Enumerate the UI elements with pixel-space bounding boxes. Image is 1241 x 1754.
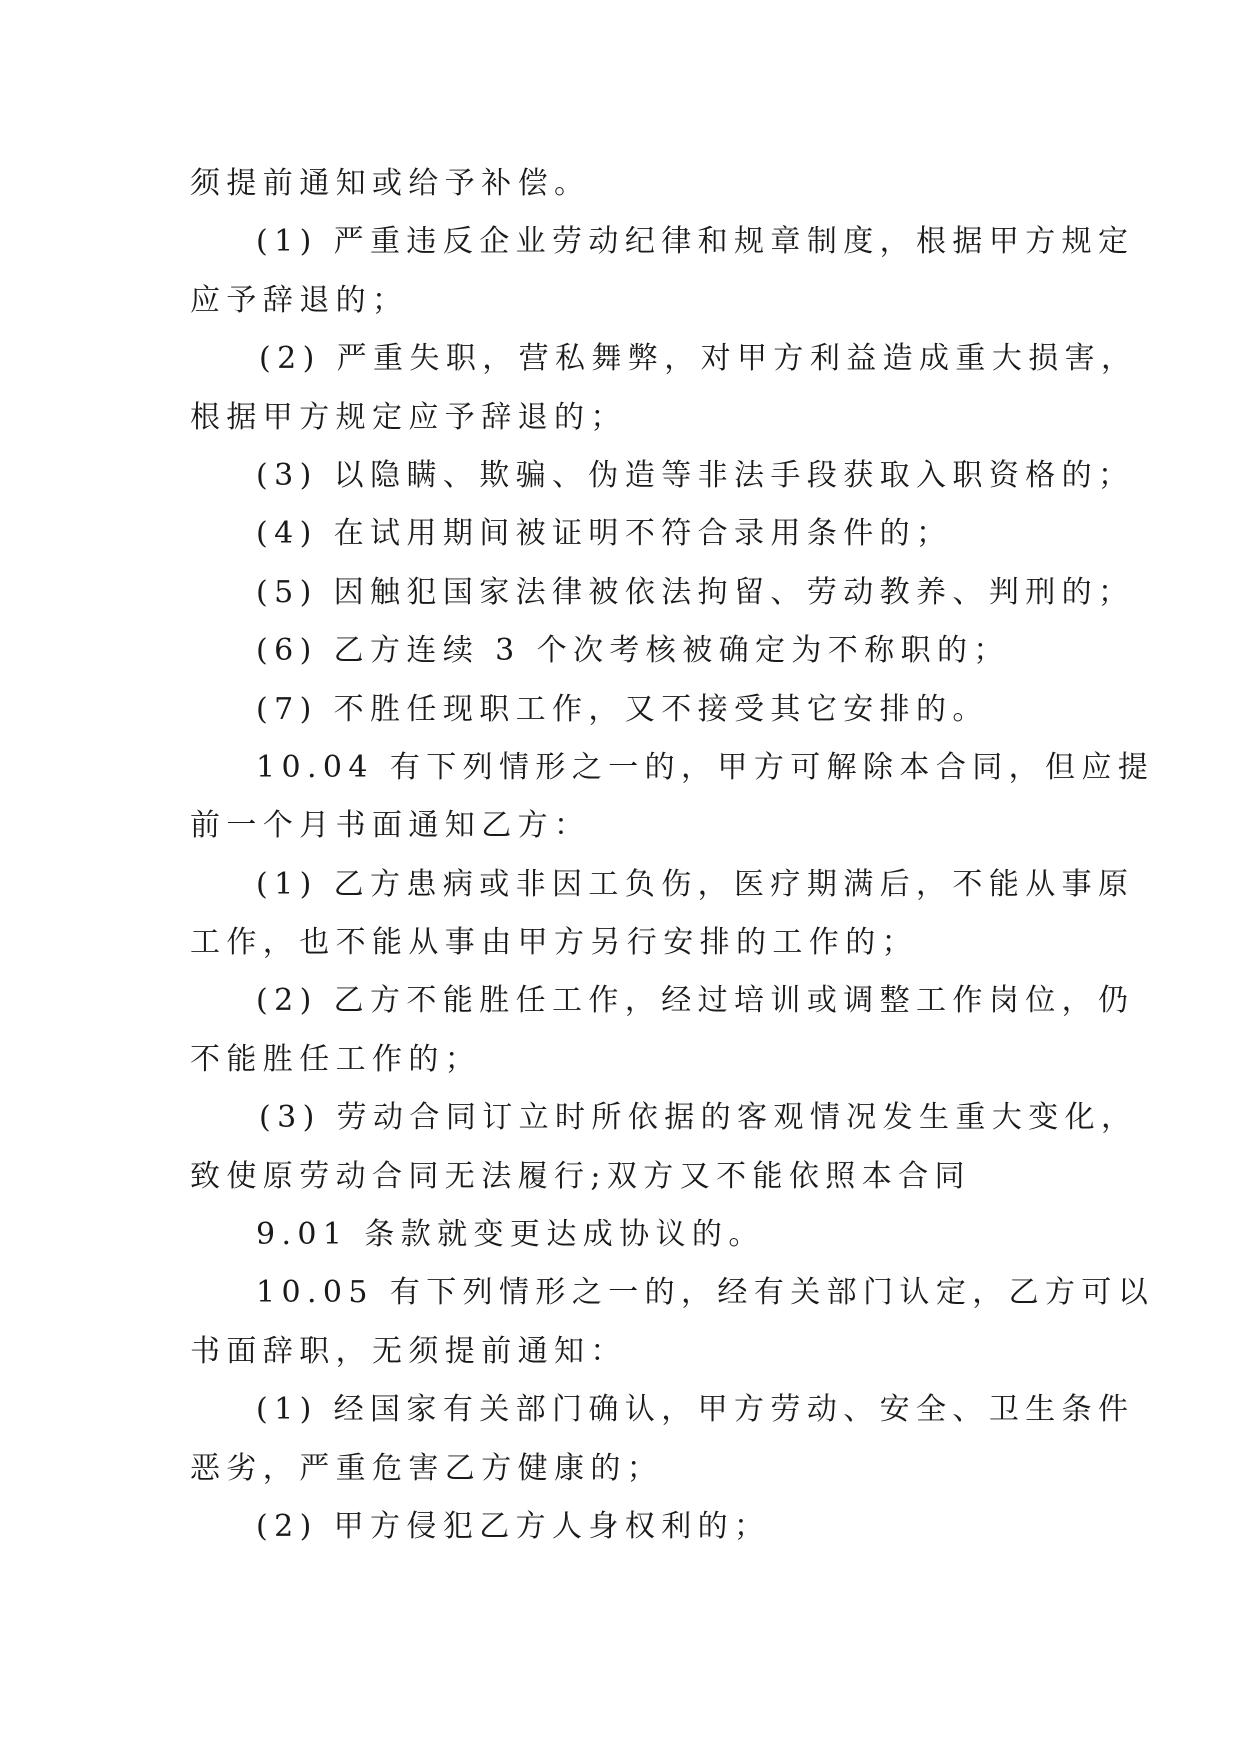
- text-line: 10.05 有下列情形之一的，经有关部门认定，乙方可以: [256, 1275, 1155, 1311]
- text-line: (4) 在试用期间被证明不符合录用条件的；: [256, 516, 953, 552]
- text-line: 致使原劳动合同无法履行;双方又不能依照本合同: [190, 1158, 971, 1194]
- text-line: (2) 严重失职，营私舞弊，对甲方利益造成重大损害，: [259, 341, 1138, 377]
- text-line: 应予辞退的；: [190, 282, 409, 318]
- text-line: (6) 乙方连续 3 个次考核被确定为不称职的；: [256, 633, 1010, 669]
- text-line: 9.01 条款就变更达成协议的。: [256, 1217, 765, 1253]
- document-body: [190, 155, 1155, 1556]
- text-line: 10.04 有下列情形之一的，甲方可解除本合同，但应提: [256, 749, 1155, 785]
- text-line: 工作，也不能从事由甲方另行安排的工作的；: [190, 925, 918, 961]
- text-line: 前一个月书面通知乙方：: [190, 808, 591, 844]
- text-line: (5) 因触犯国家法律被依法拘留、劳动教养、判刑的；: [256, 574, 1135, 610]
- text-line: 须提前通知或给予补偿。: [190, 166, 591, 201]
- text-line: (1) 乙方患病或非因工负伤，医疗期满后，不能从事原: [256, 866, 1135, 902]
- text-line: 书面辞职，无须提前通知：: [190, 1333, 627, 1369]
- text-line: 不能胜任工作的；: [190, 1041, 482, 1077]
- text-line: (1) 严重违反企业劳动纪律和规章制度，根据甲方规定: [256, 224, 1135, 260]
- text-line: (2) 甲方侵犯乙方人身权利的；: [256, 1508, 771, 1544]
- text-line: (2) 乙方不能胜任工作，经过培训或调整工作岗位，仍: [256, 983, 1135, 1019]
- text-line: 根据甲方规定应予辞退的；: [190, 399, 627, 435]
- text-line: (3) 劳动合同订立时所依据的客观情况发生重大变化，: [259, 1100, 1138, 1136]
- text-line: 恶劣，严重危害乙方健康的；: [190, 1450, 664, 1486]
- text-line: (7) 不胜任现职工作，又不接受其它安排的。: [256, 691, 989, 727]
- text-line: (3) 以隐瞒、欺骗、伪造等非法手段获取入职资格的；: [256, 457, 1135, 493]
- text-line: (1) 经国家有关部门确认，甲方劳动、安全、卫生条件: [256, 1392, 1135, 1428]
